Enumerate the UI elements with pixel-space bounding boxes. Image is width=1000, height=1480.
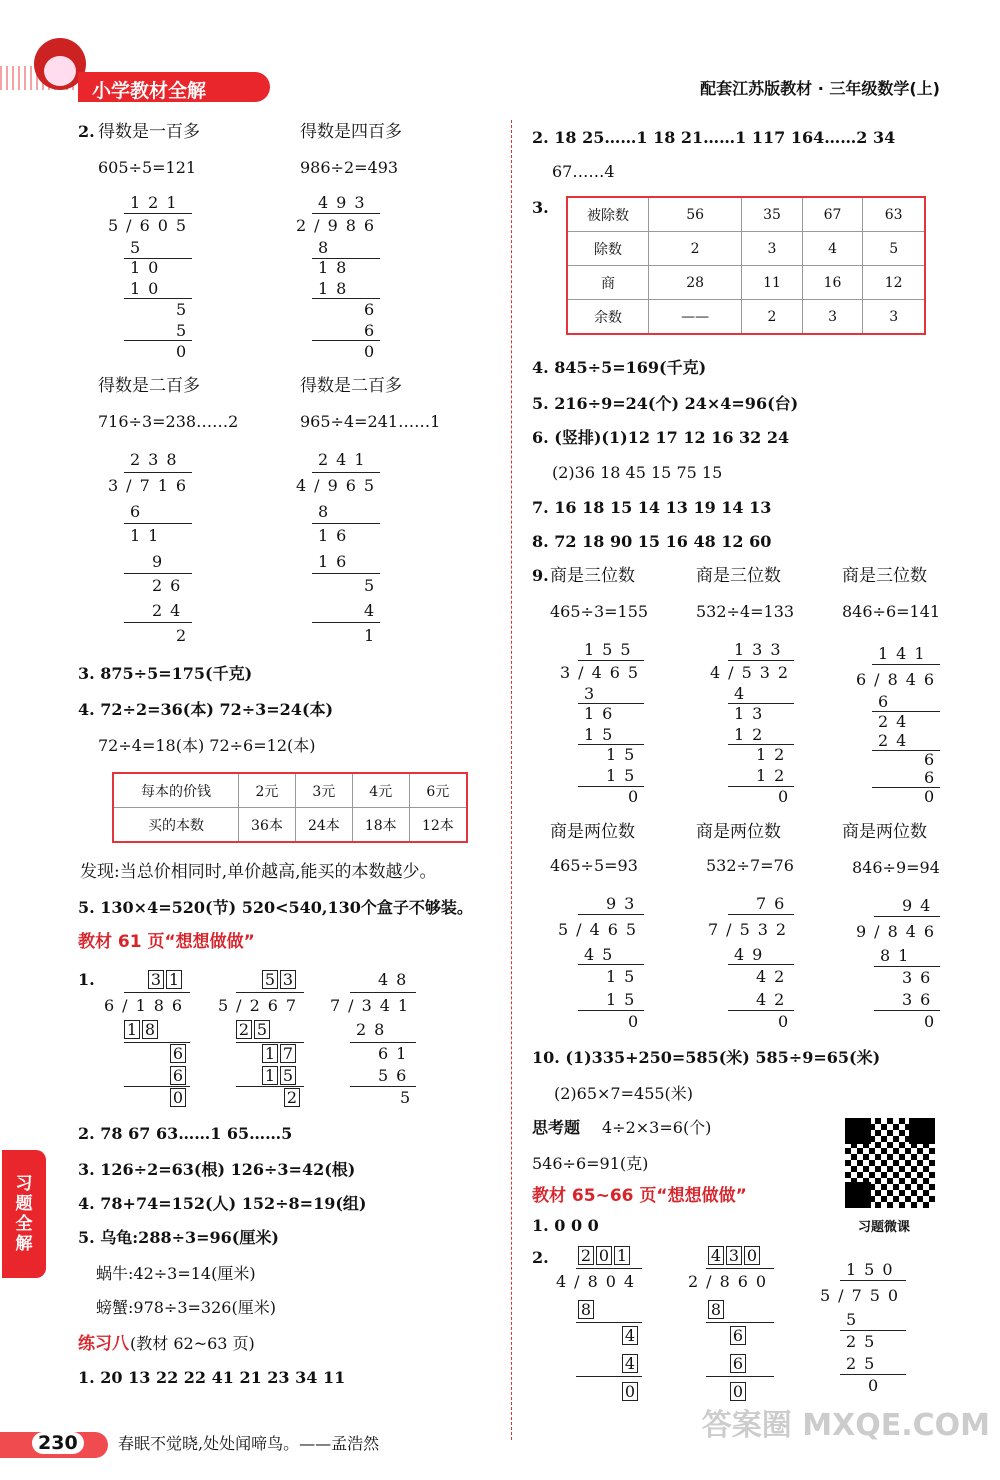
r9-label: 9. bbox=[532, 566, 549, 585]
s5b: 蜗牛:42÷3=14(厘米) bbox=[96, 1264, 256, 1283]
exercise8-q1: 1. 20 13 22 22 41 21 23 34 11 bbox=[78, 1368, 346, 1387]
r9-eq1: 465÷3=155 bbox=[550, 602, 649, 621]
side-tab: 习 题 全 解 bbox=[2, 1150, 46, 1278]
q3: 3. 875÷5=175(千克) bbox=[78, 664, 253, 683]
section-p65: 教材 65~66 页“想想做做” bbox=[532, 1186, 747, 1206]
q2b-eq: 986÷2=493 bbox=[300, 158, 399, 177]
q2d-title: 得数是二百多 bbox=[300, 376, 402, 396]
qr-caption: 习题微课 bbox=[858, 1220, 911, 1235]
page-number: 230 bbox=[32, 1432, 84, 1454]
price-table: 每本的价钱 2元 3元 4元 6元 买的本数 36本 24本 18本 12本 bbox=[112, 772, 468, 843]
brand-pill bbox=[78, 72, 270, 102]
r5: 5. 216÷9=24(个) 24×4=96(台) bbox=[532, 394, 799, 413]
s2: 2. 78 67 63……1 65……5 bbox=[78, 1124, 293, 1143]
r6a: 6. (竖排)(1)12 17 12 16 32 24 bbox=[532, 428, 790, 447]
section-p61: 教材 61 页“想想做做” bbox=[78, 932, 255, 952]
q2c-title: 得数是二百多 bbox=[98, 376, 200, 396]
q2c-eq: 716÷3=238……2 bbox=[98, 412, 239, 431]
r9-eq3: 846÷6=141 bbox=[842, 602, 941, 621]
s1-label: 1. bbox=[78, 970, 95, 989]
r9-t2-c: 商是两位数 bbox=[842, 822, 927, 842]
s3: 3. 126÷2=63(根) 126÷3=42(根) bbox=[78, 1160, 356, 1179]
r6b: (2)36 18 45 15 75 15 bbox=[552, 463, 723, 482]
q4a: 4. 72÷2=36(本) 72÷3=24(本) bbox=[78, 700, 334, 719]
r9-eq6: 846÷9=94 bbox=[852, 858, 940, 877]
r4: 4. 845÷5=169(千克) bbox=[532, 358, 707, 377]
series-title: 配套江苏版教材 · 三年级数学(上) bbox=[700, 79, 940, 98]
q2-label: 2. bbox=[78, 122, 95, 141]
q5: 5. 130×4=520(节) 520<540,130个盒子不够装。 bbox=[78, 898, 473, 917]
mascot-face bbox=[44, 56, 76, 86]
s5c: 螃蟹:978÷3=326(厘米) bbox=[96, 1298, 276, 1317]
r2a: 2. 18 25……1 18 21……1 117 164……2 34 bbox=[532, 128, 896, 147]
think-label: 思考题 bbox=[532, 1118, 581, 1137]
think-eq: 4÷2×3=6(个) bbox=[602, 1118, 712, 1137]
q2b-title: 得数是四百多 bbox=[300, 122, 402, 142]
exercise8-sub: (教材 62~63 页) bbox=[130, 1334, 255, 1353]
qr-code-icon[interactable] bbox=[845, 1118, 935, 1208]
r9-eq5: 532÷7=76 bbox=[706, 856, 794, 875]
column-divider bbox=[511, 120, 512, 1440]
r9-eq4: 465÷5=93 bbox=[550, 856, 638, 875]
r10a: 10. (1)335+250=585(米) 585÷9=65(米) bbox=[532, 1048, 881, 1067]
q2a-title: 得数是一百多 bbox=[98, 122, 200, 142]
r9-eq2: 532÷4=133 bbox=[696, 602, 795, 621]
r10b: (2)65×7=455(米) bbox=[554, 1084, 694, 1103]
t2-label: 2. bbox=[532, 1248, 549, 1267]
r9-t2-b: 商是两位数 bbox=[696, 822, 781, 842]
q4b: 72÷4=18(本) 72÷6=12(本) bbox=[98, 736, 316, 755]
r9-t2-a: 商是两位数 bbox=[550, 822, 635, 842]
r9-t3-c: 商是三位数 bbox=[842, 566, 927, 586]
r8: 8. 72 18 90 15 16 48 12 60 bbox=[532, 532, 772, 551]
r2b: 67……4 bbox=[552, 162, 615, 181]
r3-label: 3. bbox=[532, 198, 549, 217]
exercise8-title: 练习八 bbox=[78, 1334, 129, 1354]
division-table: 被除数 56 35 67 63 除数 2 3 4 5 商 28 11 16 12 余数 —— 2 3 3 bbox=[566, 196, 926, 335]
think-eq2: 546÷6=91(克) bbox=[532, 1154, 649, 1173]
t1: 1. 0 0 0 bbox=[532, 1216, 599, 1235]
r9-t3-b: 商是三位数 bbox=[696, 566, 781, 586]
brand-title: 小学教材全解 bbox=[92, 80, 207, 102]
footer-poem: 春眠不觉晓,处处闻啼鸟。——孟浩然 bbox=[118, 1434, 380, 1453]
s4: 4. 78+74=152(人) 152÷8=19(组) bbox=[78, 1194, 367, 1213]
q2d-eq: 965÷4=241……1 bbox=[300, 412, 441, 431]
finding: 发现:当总价相同时,单价越高,能买的本数越少。 bbox=[80, 862, 437, 882]
r9-t3-a: 商是三位数 bbox=[550, 566, 635, 586]
s5a: 5. 乌龟:288÷3=96(厘米) bbox=[78, 1228, 279, 1247]
q2a-eq: 605÷5=121 bbox=[98, 158, 197, 177]
watermark-logo: 答案圈 MXQE.COM bbox=[701, 1408, 990, 1443]
r7: 7. 16 18 15 14 13 19 14 13 bbox=[532, 498, 772, 517]
